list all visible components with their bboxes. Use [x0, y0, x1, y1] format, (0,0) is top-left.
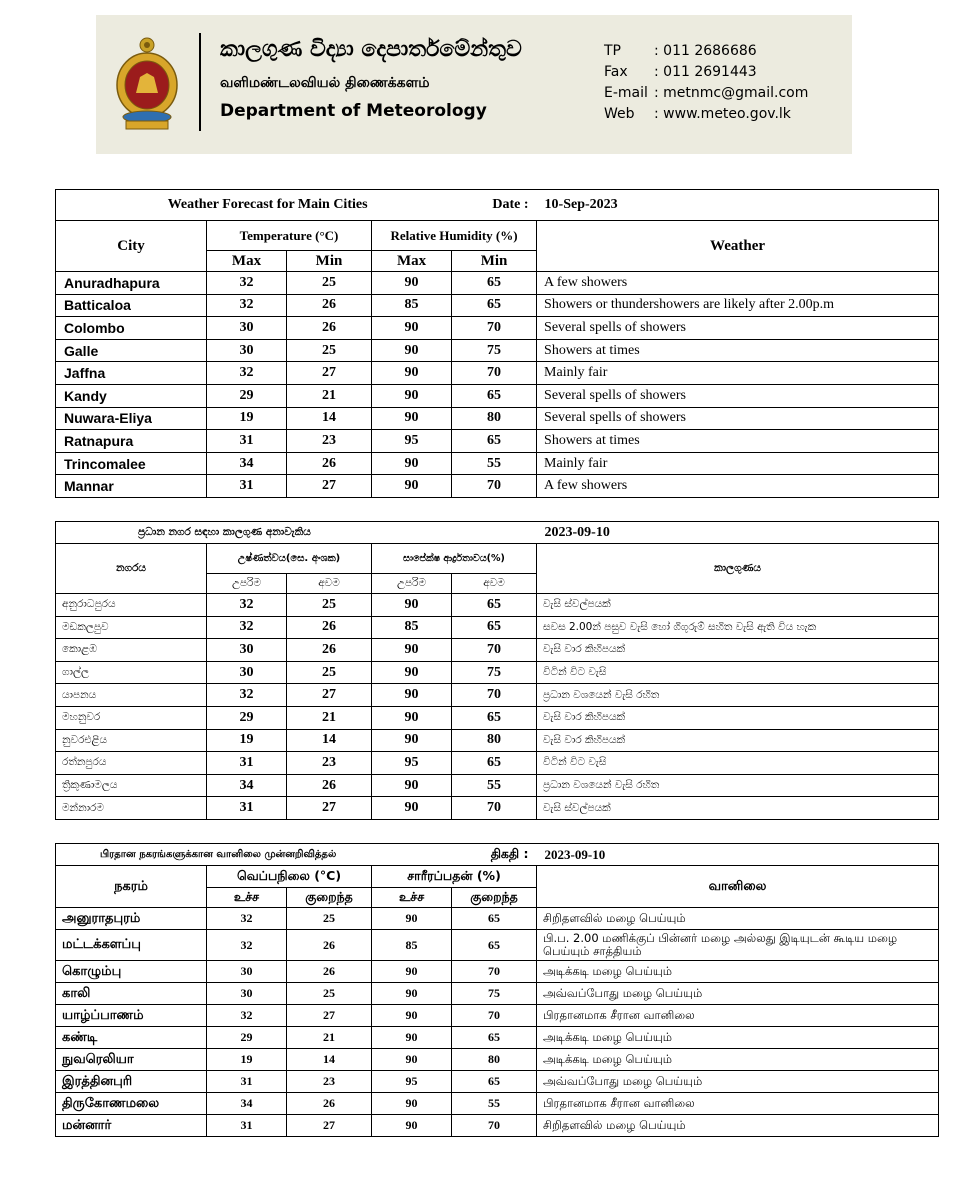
temp-min-cell: 26: [287, 452, 372, 475]
col-rh-min: අවම: [452, 574, 537, 594]
rh-min-cell: 55: [452, 774, 537, 797]
rh-min-cell: 65: [452, 908, 537, 930]
rh-max-cell: 90: [372, 661, 452, 684]
table-row: [56, 961, 939, 983]
rh-min-cell: 65: [452, 930, 537, 961]
table-row: [56, 1027, 939, 1049]
city-cell: மட்டக்களப்பு: [56, 930, 207, 961]
table-row: [56, 1071, 939, 1093]
city-cell: Ratnapura: [56, 430, 207, 453]
temp-max-cell: 31: [207, 752, 287, 775]
city-cell: யாழ்ப்பாணம்: [56, 1005, 207, 1027]
weather-cell: Mainly fair: [537, 452, 939, 475]
col-temp-max: උපරිම: [207, 574, 287, 594]
temp-min-cell: 23: [287, 1071, 372, 1093]
temp-max-cell: 31: [207, 475, 287, 498]
col-humidity: சாரீரப்பதன் (%): [372, 866, 537, 888]
temp-min-cell: 25: [287, 661, 372, 684]
rh-min-cell: 70: [452, 1115, 537, 1137]
rh-min-cell: 70: [452, 475, 537, 498]
temp-min-cell: 14: [287, 1049, 372, 1071]
weather-cell: ප්‍රධාන වශයෙන් වැසි රහිත: [537, 684, 939, 707]
col-temperature: Temperature (°C): [207, 221, 372, 251]
rh-max-cell: 95: [372, 430, 452, 453]
city-cell: රත්නපුරය: [56, 752, 207, 775]
table-row: [56, 475, 939, 498]
temp-min-cell: 25: [287, 594, 372, 617]
temp-max-cell: 30: [207, 639, 287, 662]
temp-min-cell: 26: [287, 317, 372, 340]
col-rh-max: උපරිම: [372, 574, 452, 594]
temp-min-cell: 27: [287, 475, 372, 498]
temp-min-cell: 14: [287, 729, 372, 752]
rh-min-cell: 65: [452, 1027, 537, 1049]
header-divider: [199, 33, 201, 131]
weather-cell: A few showers: [537, 272, 939, 295]
col-temp-min: குறைந்த: [287, 888, 372, 908]
weather-cell: විටින් විට වැසි: [537, 661, 939, 684]
rh-min-cell: 55: [452, 452, 537, 475]
table-row: [56, 294, 939, 317]
temp-max-cell: 34: [207, 774, 287, 797]
rh-min-cell: 65: [452, 272, 537, 295]
temp-max-cell: 31: [207, 797, 287, 820]
table-row: [56, 362, 939, 385]
rh-max-cell: 90: [372, 1115, 452, 1137]
temp-min-cell: 14: [287, 407, 372, 430]
rh-min-cell: 70: [452, 684, 537, 707]
city-cell: Colombo: [56, 317, 207, 340]
weather-cell: அடிக்கடி மழை பெய்யும்: [537, 1027, 939, 1049]
temp-min-cell: 21: [287, 706, 372, 729]
col-humidity: Relative Humidity (%): [372, 221, 537, 251]
rh-max-cell: 90: [372, 362, 452, 385]
col-weather: வானிலை: [537, 866, 939, 908]
table-row: [56, 729, 939, 752]
weather-cell: அவ்வப்போது மழை பெய்யும்: [537, 1071, 939, 1093]
rh-min-cell: 65: [452, 384, 537, 407]
col-temperature: வெப்பநிலை (°C): [207, 866, 372, 888]
col-city: නගරය: [56, 544, 207, 594]
date-label: திகதி :: [372, 844, 537, 866]
temp-min-cell: 25: [287, 272, 372, 295]
weather-cell: Showers or thundershowers are likely after 2.00p.m: [537, 294, 939, 317]
rh-max-cell: 90: [372, 1049, 452, 1071]
rh-max-cell: 90: [372, 339, 452, 362]
temp-max-cell: 32: [207, 908, 287, 930]
temp-min-cell: 27: [287, 1005, 372, 1027]
weather-cell: சிறிதளவில் மழை பெய்யும்: [537, 908, 939, 930]
contact-fax: Fax : 011 2691443: [604, 64, 757, 80]
date-value: 2023-09-10: [537, 844, 939, 866]
temp-min-cell: 26: [287, 294, 372, 317]
temp-max-cell: 30: [207, 983, 287, 1005]
rh-max-cell: 85: [372, 930, 452, 961]
temp-min-cell: 25: [287, 983, 372, 1005]
temp-max-cell: 30: [207, 661, 287, 684]
temp-max-cell: 31: [207, 1071, 287, 1093]
rh-max-cell: 90: [372, 908, 452, 930]
rh-min-cell: 70: [452, 961, 537, 983]
temp-max-cell: 34: [207, 452, 287, 475]
col-temp-min: Min: [287, 251, 372, 272]
rh-min-cell: 75: [452, 983, 537, 1005]
table-row: [56, 1115, 939, 1137]
table-title: ප්‍රධාන නගර සඳහා කාලගුණ අනාවැකිය: [56, 522, 537, 544]
rh-min-cell: 65: [452, 594, 537, 617]
rh-min-cell: 65: [452, 616, 537, 639]
rh-max-cell: 90: [372, 774, 452, 797]
rh-min-cell: 75: [452, 661, 537, 684]
city-cell: ත්‍රිකුණාමලය: [56, 774, 207, 797]
rh-min-cell: 80: [452, 1049, 537, 1071]
col-temp-max: உச்ச: [207, 888, 287, 908]
weather-cell: Several spells of showers: [537, 407, 939, 430]
temp-max-cell: 31: [207, 1115, 287, 1137]
city-cell: நுவரெலியா: [56, 1049, 207, 1071]
city-cell: Anuradhapura: [56, 272, 207, 295]
weather-cell: A few showers: [537, 475, 939, 498]
weather-cell: Several spells of showers: [537, 317, 939, 340]
city-cell: අනුරාධපුරය: [56, 594, 207, 617]
government-emblem-icon: [114, 35, 180, 131]
temp-min-cell: 27: [287, 362, 372, 385]
rh-max-cell: 90: [372, 1027, 452, 1049]
rh-max-cell: 90: [372, 407, 452, 430]
rh-min-cell: 65: [452, 706, 537, 729]
dept-name-english: Department of Meteorology: [220, 101, 487, 121]
weather-cell: වැසි වාර කිහිපයක්: [537, 639, 939, 662]
date-value: 10-Sep-2023: [537, 190, 939, 221]
rh-min-cell: 75: [452, 339, 537, 362]
temp-max-cell: 32: [207, 362, 287, 385]
table-row: [56, 706, 939, 729]
col-rh-min: குறைந்த: [452, 888, 537, 908]
table-title: Weather Forecast for Main Cities: [56, 190, 372, 221]
rh-min-cell: 65: [452, 1071, 537, 1093]
weather-cell: பிரதானமாக சீரான வானிலை: [537, 1005, 939, 1027]
weather-cell: සවස 2.00න් පසුව වැසි හෝ ගිගුරුම් සහිත වැසි ඇති විය හැක: [537, 616, 939, 639]
table-row: [56, 908, 939, 930]
temp-min-cell: 26: [287, 616, 372, 639]
city-cell: මඩකලපුව: [56, 616, 207, 639]
contact-email: E-mail : metnmc@gmail.com: [604, 85, 809, 101]
rh-min-cell: 70: [452, 639, 537, 662]
weather-cell: වැසි වාර කිහිපයක්: [537, 729, 939, 752]
city-cell: මන්නාරම: [56, 797, 207, 820]
rh-min-cell: 55: [452, 1093, 537, 1115]
temp-max-cell: 32: [207, 1005, 287, 1027]
dept-name-tamil: வளிமண்டலவியல் திணைக்களம்: [220, 75, 430, 91]
temp-min-cell: 21: [287, 1027, 372, 1049]
city-cell: ගාල්ල: [56, 661, 207, 684]
rh-min-cell: 70: [452, 317, 537, 340]
table-row: [56, 339, 939, 362]
table-row: [56, 1005, 939, 1027]
temp-min-cell: 23: [287, 430, 372, 453]
temp-max-cell: 30: [207, 317, 287, 340]
weather-cell: වැසි ස්වල්පයක්: [537, 594, 939, 617]
forecast-table-tamil: [55, 843, 939, 1137]
col-city: நகரம்: [56, 866, 207, 908]
city-cell: කොළඹ: [56, 639, 207, 662]
city-cell: இரத்தினபுரி: [56, 1071, 207, 1093]
rh-max-cell: 95: [372, 752, 452, 775]
table-row: [56, 616, 939, 639]
temp-min-cell: 27: [287, 684, 372, 707]
rh-min-cell: 80: [452, 729, 537, 752]
contact-block: [604, 41, 808, 125]
temp-min-cell: 25: [287, 908, 372, 930]
city-cell: அனுராதபுரம்: [56, 908, 207, 930]
temp-max-cell: 32: [207, 684, 287, 707]
temp-max-cell: 19: [207, 407, 287, 430]
city-cell: கொழும்பு: [56, 961, 207, 983]
col-rh-min: Min: [452, 251, 537, 272]
rh-min-cell: 65: [452, 752, 537, 775]
temp-max-cell: 34: [207, 1093, 287, 1115]
contact-web: Web : www.meteo.gov.lk: [604, 106, 791, 122]
rh-max-cell: 90: [372, 1005, 452, 1027]
temp-min-cell: 27: [287, 797, 372, 820]
temp-max-cell: 32: [207, 930, 287, 961]
city-cell: கண்டி: [56, 1027, 207, 1049]
temp-max-cell: 29: [207, 706, 287, 729]
city-cell: Batticaloa: [56, 294, 207, 317]
rh-max-cell: 90: [372, 729, 452, 752]
temp-max-cell: 31: [207, 430, 287, 453]
rh-max-cell: 90: [372, 639, 452, 662]
city-cell: යාපනය: [56, 684, 207, 707]
table-row: [56, 797, 939, 820]
rh-max-cell: 90: [372, 272, 452, 295]
col-rh-max: Max: [372, 251, 452, 272]
city-cell: Galle: [56, 339, 207, 362]
temp-min-cell: 23: [287, 752, 372, 775]
col-humidity: සාපේක්ෂ ආර්ද්‍රතාවය(%): [372, 544, 537, 574]
temp-min-cell: 27: [287, 1115, 372, 1137]
table-row: [56, 774, 939, 797]
rh-max-cell: 90: [372, 317, 452, 340]
weather-cell: சிறிதளவில் மழை பெய்யும்: [537, 1115, 939, 1137]
temp-min-cell: 26: [287, 774, 372, 797]
rh-max-cell: 95: [372, 1071, 452, 1093]
city-cell: Trincomalee: [56, 452, 207, 475]
weather-cell: ප්‍රධාන වශයෙන් වැසි රහිත: [537, 774, 939, 797]
weather-cell: அடிக்கடி மழை பெய்யும்: [537, 1049, 939, 1071]
temp-max-cell: 19: [207, 1049, 287, 1071]
rh-min-cell: 70: [452, 797, 537, 820]
table-row: [56, 272, 939, 295]
city-cell: Kandy: [56, 384, 207, 407]
col-temp-max: Max: [207, 251, 287, 272]
weather-cell: විටින් විට වැසි: [537, 752, 939, 775]
rh-max-cell: 90: [372, 706, 452, 729]
weather-cell: Showers at times: [537, 430, 939, 453]
table-row: [56, 661, 939, 684]
temp-min-cell: 26: [287, 639, 372, 662]
col-weather: Weather: [537, 221, 939, 272]
table-row: [56, 684, 939, 707]
temp-max-cell: 32: [207, 594, 287, 617]
date-value: 2023-09-10: [537, 522, 939, 544]
city-cell: Nuwara-Eliya: [56, 407, 207, 430]
rh-min-cell: 80: [452, 407, 537, 430]
table-row: [56, 983, 939, 1005]
temp-min-cell: 26: [287, 1093, 372, 1115]
weather-cell: Several spells of showers: [537, 384, 939, 407]
temp-min-cell: 21: [287, 384, 372, 407]
weather-cell: Mainly fair: [537, 362, 939, 385]
city-cell: திருகோணமலை: [56, 1093, 207, 1115]
table-row: [56, 930, 939, 961]
rh-max-cell: 90: [372, 797, 452, 820]
table-title: பிரதான நகரங்களுக்கான வானிலை முன்னறிவித்தல்: [56, 844, 372, 866]
city-cell: Mannar: [56, 475, 207, 498]
city-cell: මහනුවර: [56, 706, 207, 729]
weather-cell: වැසි ස්වල්පයක්: [537, 797, 939, 820]
table-row: [56, 1093, 939, 1115]
rh-max-cell: 90: [372, 1093, 452, 1115]
col-rh-max: உச்ச: [372, 888, 452, 908]
table-row: [56, 752, 939, 775]
rh-min-cell: 65: [452, 430, 537, 453]
rh-max-cell: 90: [372, 384, 452, 407]
temp-max-cell: 32: [207, 616, 287, 639]
forecast-table-english: [55, 189, 939, 498]
date-label: Date :: [372, 190, 537, 221]
rh-max-cell: 85: [372, 616, 452, 639]
col-temperature: උෂ්ණත්වය(සෙ. අංශක): [207, 544, 372, 574]
col-temp-min: අවම: [287, 574, 372, 594]
weather-cell: වැසි වාර කිහිපයක්: [537, 706, 939, 729]
weather-cell: பிரதானமாக சீரான வானிலை: [537, 1093, 939, 1115]
rh-max-cell: 90: [372, 452, 452, 475]
weather-cell: அவ்வப்போது மழை பெய்யும்: [537, 983, 939, 1005]
temp-min-cell: 25: [287, 339, 372, 362]
forecast-table-sinhala: [55, 521, 939, 820]
city-cell: නුවරඑළිය: [56, 729, 207, 752]
rh-min-cell: 70: [452, 1005, 537, 1027]
table-row: [56, 430, 939, 453]
rh-max-cell: 85: [372, 294, 452, 317]
table-row: [56, 639, 939, 662]
temp-min-cell: 26: [287, 961, 372, 983]
table-row: [56, 1049, 939, 1071]
city-cell: Jaffna: [56, 362, 207, 385]
weather-cell: Showers at times: [537, 339, 939, 362]
col-weather: කාලගුණය: [537, 544, 939, 594]
table-row: [56, 594, 939, 617]
weather-cell: அடிக்கடி மழை பெய்யும்: [537, 961, 939, 983]
city-cell: காலி: [56, 983, 207, 1005]
contact-tp: TP : 011 2686686: [604, 43, 757, 59]
rh-max-cell: 90: [372, 684, 452, 707]
temp-max-cell: 29: [207, 1027, 287, 1049]
rh-min-cell: 65: [452, 294, 537, 317]
table-row: [56, 317, 939, 340]
rh-max-cell: 90: [372, 983, 452, 1005]
rh-max-cell: 90: [372, 475, 452, 498]
dept-name-sinhala: කාලගුණ විද්‍යා දෙපාර්තමේන්තුව: [220, 37, 522, 62]
temp-min-cell: 26: [287, 930, 372, 961]
temp-max-cell: 29: [207, 384, 287, 407]
letterhead: [96, 15, 852, 154]
temp-max-cell: 19: [207, 729, 287, 752]
rh-max-cell: 90: [372, 594, 452, 617]
temp-max-cell: 30: [207, 339, 287, 362]
table-row: [56, 407, 939, 430]
table-row: [56, 452, 939, 475]
rh-max-cell: 90: [372, 961, 452, 983]
col-city: City: [56, 221, 207, 272]
temp-max-cell: 32: [207, 294, 287, 317]
temp-max-cell: 32: [207, 272, 287, 295]
rh-min-cell: 70: [452, 362, 537, 385]
weather-cell: பி.ப. 2.00 மணிக்குப் பின்னர் மழை அல்லது இடியுடன் கூடிய மழை பெய்யும் சாத்தியம்: [537, 930, 939, 961]
table-row: [56, 384, 939, 407]
temp-max-cell: 30: [207, 961, 287, 983]
city-cell: மன்னார்: [56, 1115, 207, 1137]
